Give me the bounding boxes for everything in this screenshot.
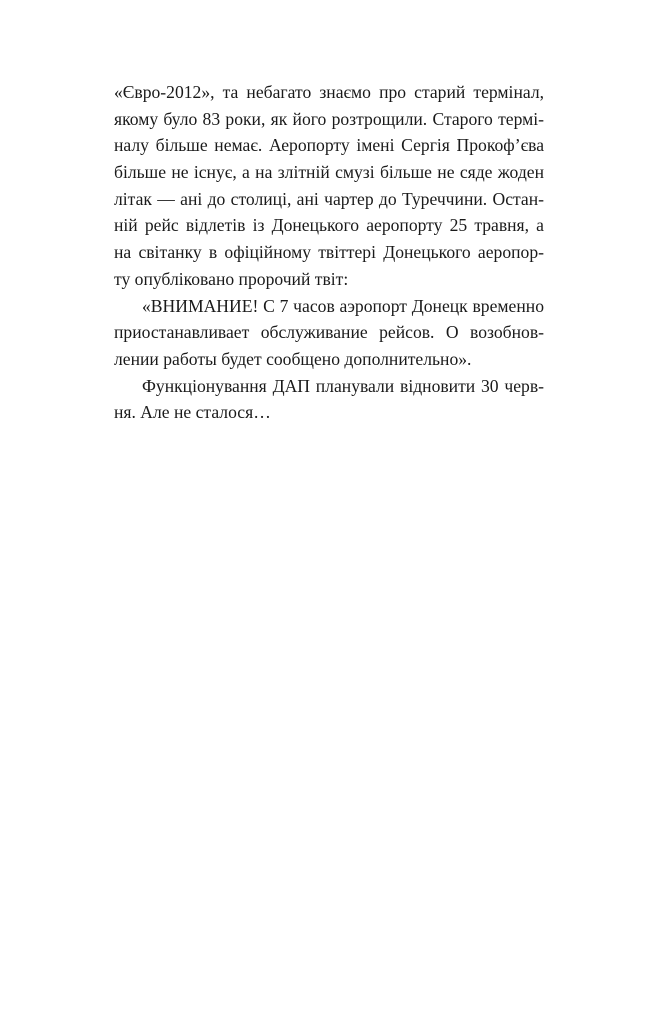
text-line: приостанавливает обслуживание рейсов. О возобнов- xyxy=(114,322,544,343)
paragraph-2-quote xyxy=(114,293,544,373)
paragraph-1 xyxy=(114,79,544,293)
text-line: «Євро-2012», та небагато знаємо про старий термінал, xyxy=(114,82,544,102)
text-line: Функціонування ДАП планували відновити 30 черв- xyxy=(142,375,544,396)
text-line: ту опубліковано пророчий твіт: xyxy=(114,268,349,289)
text-line: ня. Але не сталося… xyxy=(114,402,271,423)
text-line: якому було 83 роки, як його розтрощили. Старого термі- xyxy=(114,108,544,129)
text-line: більше не існує, а на злітній смузі більше не сяде жоден xyxy=(114,162,544,183)
paragraph-3 xyxy=(114,373,544,426)
body-text xyxy=(114,79,544,426)
text-line: «ВНИМАНИЕ! С 7 часов аэропорт Донецк временно xyxy=(142,295,544,316)
text-line: літак — ані до столиці, ані чартер до Туреччини. Остан- xyxy=(114,188,544,209)
text-line: лении работы будет сообщено дополнительно». xyxy=(114,348,472,369)
text-line: на світанку в офіційному твіттері Донецького аеропор- xyxy=(114,242,544,263)
text-line: ній рейс відлетів із Донецького аеропорту 25 травня, а xyxy=(114,215,544,236)
text-line: налу більше немає. Аеропорту імені Сергія Прокоф’єва xyxy=(114,135,544,156)
